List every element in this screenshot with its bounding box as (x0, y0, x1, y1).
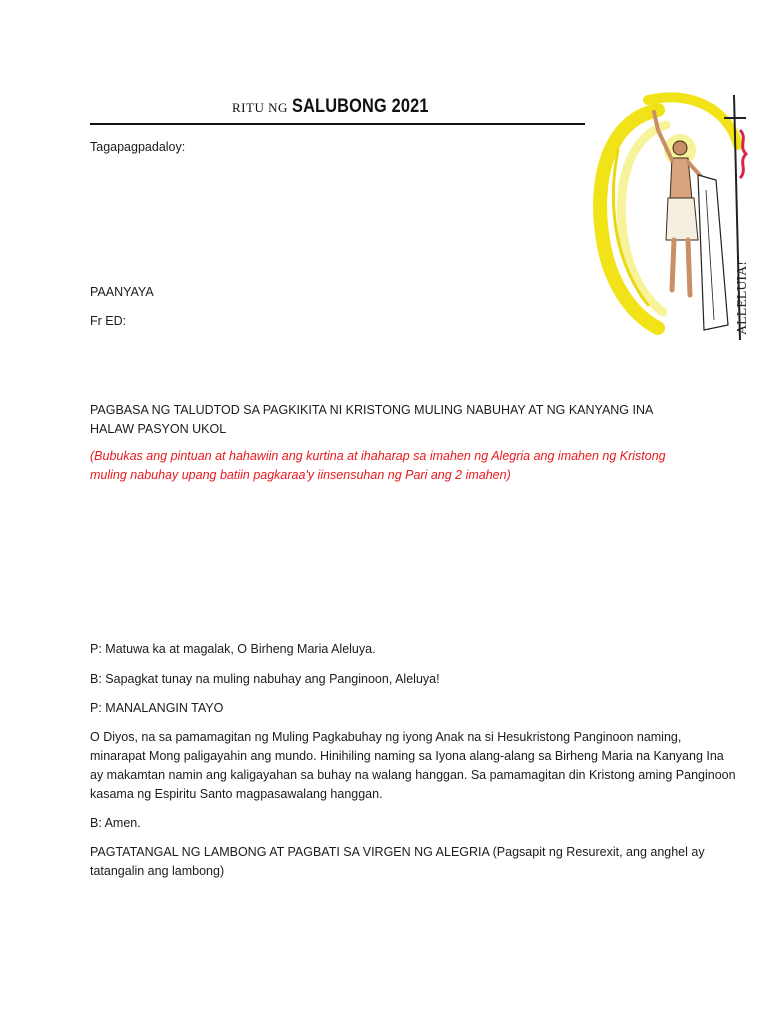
presider-label: Tagapagpadaloy: (90, 140, 186, 154)
title-underline (90, 123, 585, 125)
amen-line: B: Amen. (90, 816, 141, 830)
fr-ed-label: Fr ED: (90, 314, 127, 328)
rubric-instruction: (Bubukas ang pintuan at hahawiin ang kurtina at ihaharap sa imahen ng Alegria ang imahen ng Kristong muling nabuhay upang batiin pagkaraa'y iinsensuhan ng Pari ang 2 imahen) (90, 449, 666, 482)
title-prefix: RITU NG (232, 100, 288, 115)
p-line-1: P: Matuwa ka at magalak, O Birheng Maria Aleluya. (90, 642, 376, 656)
document-title (232, 96, 451, 118)
prayer-text: O Diyos, na sa pamamagitan ng Muling Pagkabuhay ng iyong Anak na si Hesukristong Panginoon naming, minarapat Mong paligayahin ang mundo. Hinihiling naming sa Iyona alang-alang sa Birheng Maria na Kanyang Ina ay makamtan namin ang kaligayahan sa buhay na walang hanggan. Sa pamamagitan din Kristong aming Panginoon kasama ng Espiritu Santo magpasawalang hanggan. (90, 730, 736, 801)
reading-heading: PAGBASA NG TALUDTOD SA PAGKIKITA NI KRISTONG MULING NABUHAY AT NG KANYANG INA HALAW PASYON UKOL (90, 403, 653, 436)
b-line-1: B: Sapagkat tunay na muling nabuhay ang Panginoon, Aleluya! (90, 672, 440, 686)
veil-rite-text: PAGTATANGAL NG LAMBONG AT PAGBATI SA VIRGEN NG ALEGRIA (Pagsapit ng Resurexit, ang anghel ay tatangalin ang lambong) (90, 845, 705, 878)
invitation-heading: PAANYAYA (90, 285, 154, 299)
alleluia-caption: ALLELUIA! (735, 261, 750, 335)
p-line-2: P: MANALANGIN TAYO (90, 701, 224, 715)
title-main: SALUBONG 2021 (291, 96, 429, 117)
risen-christ-icon (588, 90, 756, 350)
